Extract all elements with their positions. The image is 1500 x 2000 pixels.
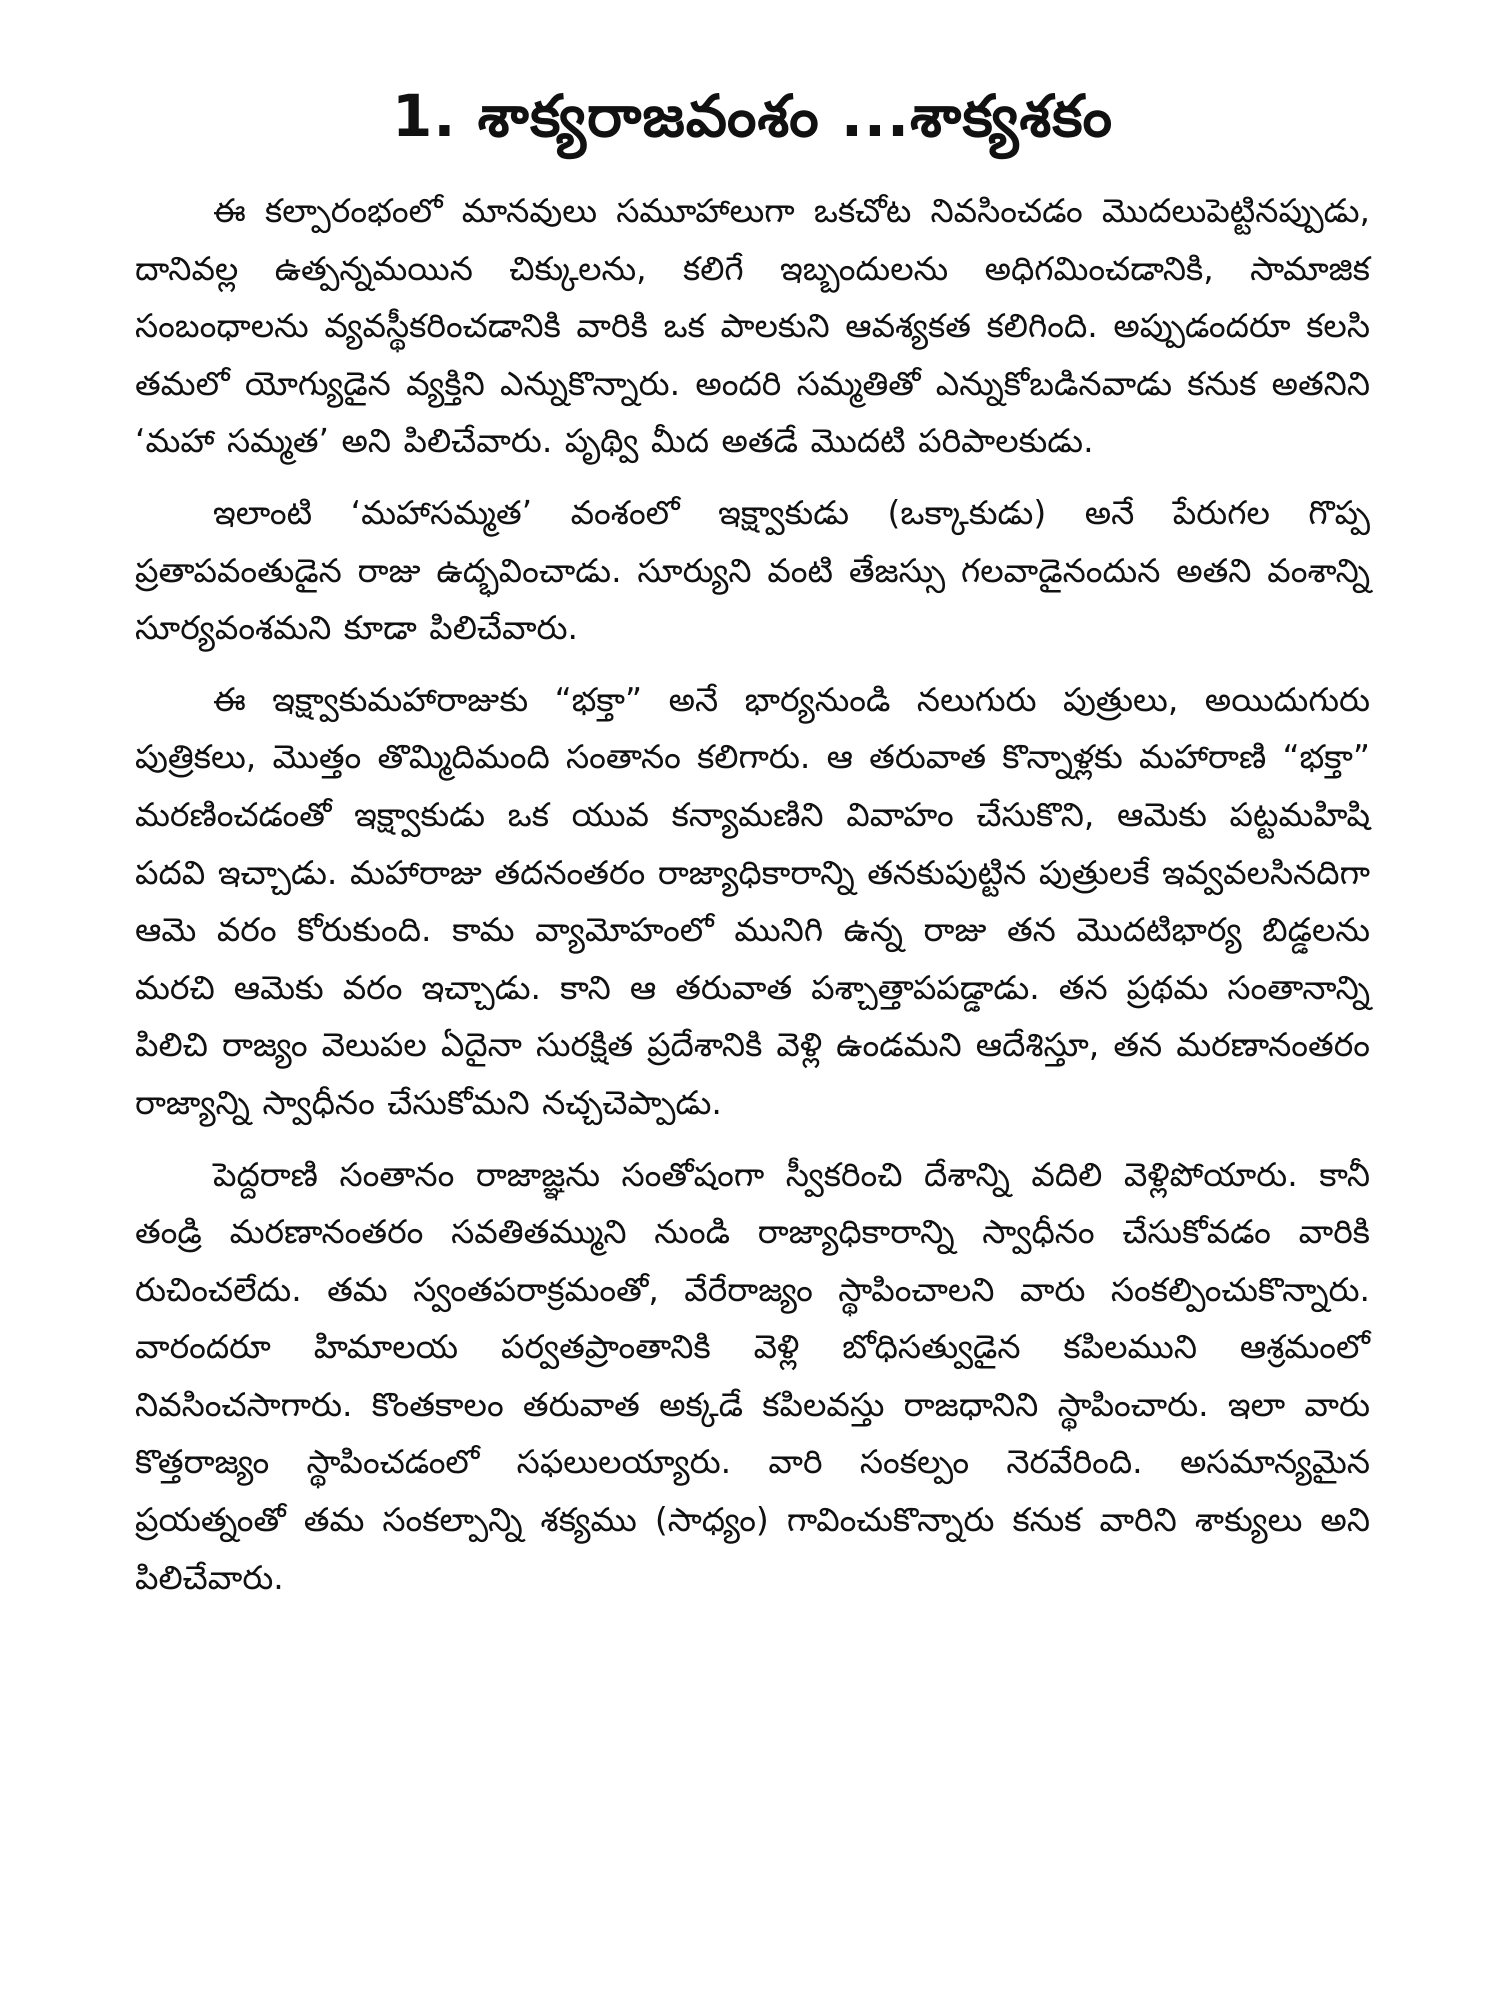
paragraph-2: ఇలాంటి ‘మహాసమ్మత’ వంశంలో ఇక్ష్వాకుడు (ఒక్కాకుడు) అనే పేరుగల గొప్ప ప్రతాపవంతుడైన రాజు ఉద్భవించాడు. సూర్యుని వంటి తేజస్సు గలవాడైనందున అతని వంశాన్ని సూర్యవంశమని కూడా పిలిచేవారు.	[135, 492, 1370, 648]
chapter-title: 1. శాక్యరాజవంశం ...శాక్యశకం	[392, 82, 1113, 150]
paragraph-3: ఈ ఇక్ష్వాకుమహారాజుకు “భక్తా” అనే భార్యనుండి నలుగురు పుత్రులు, అయిదుగురు పుత్రికలు, మొత్తం తొమ్మిదిమంది సంతానం కలిగారు. ఆ తరువాత కొన్నాళ్లకు మహారాణి “భక్తా” మరణించడంతో ఇక్ష్వాకుడు ఒక యువ కన్యామణిని వివాహం చేసుకొని, ఆమెకు పట్టమహిషి పదవి ఇచ్చాడు. మహారాజు తదనంతరం రాజ్యాధికారాన్ని తనకుపుట్టిన పుత్రులకే ఇవ్వవలసినదిగా ఆమె వరం కోరుకుంది. కామ వ్యామోహంలో మునిగి ఉన్న రాజు తన మొదటిభార్య బిడ్డలను మరచి ఆమెకు వరం ఇచ్చాడు. కాని ఆ తరువాత పశ్చాత్తాపపడ్డాడు. తన ప్రథమ సంతానాన్ని పిలిచి రాజ్యం వెలుపల ఏదైనా సురక్షిత ప్రదేశానికి వెళ్లి ఉండమని ఆదేశిస్తూ, తన మరణానంతరం రాజ్యాన్ని స్వాధీనం చేసుకోమని నచ్చచెప్పాడు.	[135, 679, 1370, 1122]
paragraph-4: పెద్దరాణి సంతానం రాజాజ్ఞను సంతోషంగా స్వీకరించి దేశాన్ని వదిలి వెళ్లిపోయారు. కానీ తండ్రి మరణానంతరం సవతితమ్ముని నుండి రాజ్యాధికారాన్ని స్వాధీనం చేసుకోవడం వారికి రుచించలేదు. తమ స్వంతపరాక్రమంతో, వేరేరాజ్యం స్థాపించాలని వారు సంకల్పించుకొన్నారు. వారందరూ హిమాలయ పర్వతప్రాంతానికి వెళ్లి బోధిసత్వుడైన కపిలముని ఆశ్రమంలో నివసించసాగారు. కొంతకాలం తరువాత అక్కడే కపిలవస్తు రాజధానిని స్థాపించారు. ఇలా వారు కొత్తరాజ్యం స్థాపించడంలో సఫలులయ్యారు. వారి సంకల్పం నెరవేరింది. అసమాన్యమైన ప్రయత్నంతో తమ సంకల్పాన్ని శక్యము (సాధ్యం) గావించుకొన్నారు కనుక వారిని శాక్యులు అని పిలిచేవారు.	[135, 1154, 1370, 1597]
paragraph-1: ఈ కల్పారంభంలో మానవులు సమూహాలుగా ఒకచోట నివసించడం మొదలుపెట్టినప్పుడు, దానివల్ల ఉత్పన్నమయిన చిక్కులను, కలిగే ఇబ్బందులను అధిగమించడానికి, సామాజిక సంబంధాలను వ్యవస్థీకరించడానికి వారికి ఒక పాలకుని ఆవశ్యకత కలిగింది. అప్పుడందరూ కలసి తమలో యోగ్యుడైన వ్యక్తిని ఎన్నుకొన్నారు. అందరి సమ్మతితో ఎన్నుకోబడినవాడు కనుక అతనిని ‘మహా సమ్మత’ అని పిలిచేవారు. పృథ్వి మీద అతడే మొదటి పరిపాలకుడు.	[135, 191, 1370, 461]
